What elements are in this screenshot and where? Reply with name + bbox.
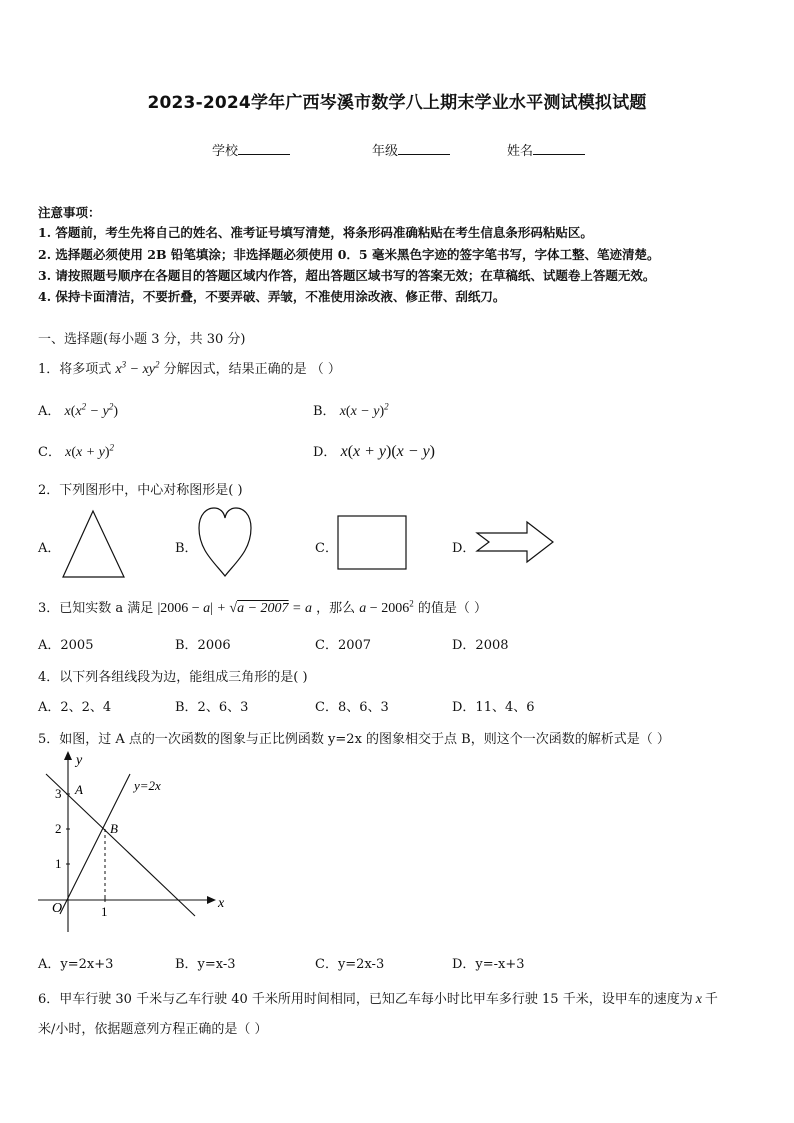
q3-option-a[interactable]: A．2005 (38, 638, 94, 653)
origin-label: O (52, 901, 63, 916)
q5-option-c[interactable]: C．y=2x-3 (315, 957, 385, 972)
option-label: B． (313, 404, 336, 419)
heart-figure (196, 506, 254, 580)
question-1-formula: $x^3 - xy^2$ (115, 359, 160, 377)
q3-option-b[interactable]: B．2006 (175, 638, 231, 653)
option-label: A． (38, 404, 61, 419)
question-6-variable: x (695, 992, 702, 1007)
question-3-prefix: 3．已知实数 a 满足 (38, 601, 154, 616)
q4-option-c[interactable]: C．8、6、3 (315, 700, 389, 715)
question-3-middle: ，那么 (316, 601, 356, 616)
triangle-figure (60, 508, 128, 580)
question-4: 4．以下列各组线段为边，能组成三角形的是( ) (38, 670, 308, 685)
option-formula: $x(x + y)^2$ (65, 442, 115, 460)
name-label: 姓名 (507, 144, 534, 159)
question-2: 2．下列图形中，中心对称图形是( ) (38, 483, 243, 498)
question-3-condition: |2006 − a| + √a − 2007 = a (157, 601, 312, 616)
notice-item: 2. 选择题必须使用 2B 铅笔填涂；非选择题必须使用 0．5 毫米黑色字迹的签字笔书写，字体工整、笔迹清楚。 (38, 247, 660, 262)
q1-option-a[interactable] (38, 400, 118, 420)
question-1-suffix: 分解因式，结果正确的是 （ ） (163, 362, 341, 377)
question-6-text-end: 千 (704, 992, 718, 1007)
option-label: D． (313, 445, 337, 460)
school-label: 学校 (212, 144, 239, 159)
q5-option-a[interactable]: A．y=2x+3 (38, 957, 114, 972)
q2-option-b[interactable]: B． (175, 541, 198, 556)
question-1-prefix: 1．将多项式 (38, 362, 112, 377)
q2-option-d[interactable]: D． (452, 541, 476, 556)
question-5: 5．如图，过 A 点的一次函数的图象与正比例函数 y=2x 的图象相交于点 B，则这个一次函数的解析式是（ ） (38, 732, 670, 747)
x-axis-arrow (207, 896, 216, 904)
question-1 (38, 358, 341, 378)
y-tick-label: 3 (55, 786, 62, 801)
name-blank[interactable] (533, 142, 585, 155)
option-formula: $x(x^2 - y^2)$ (64, 401, 118, 419)
arrow-figure (475, 519, 557, 567)
point-b-label: B (110, 821, 118, 836)
q2-option-a[interactable]: A． (38, 541, 61, 556)
q5-option-d[interactable]: D．y=-x+3 (452, 957, 525, 972)
question-3-suffix: 的值是（ ） (417, 601, 487, 616)
q4-option-a[interactable]: A．2、2、4 (38, 700, 112, 715)
function-graph (30, 748, 240, 943)
grade-blank[interactable] (398, 142, 450, 155)
option-formula: $x(x - y)^2$ (339, 401, 389, 419)
q1-option-c[interactable] (38, 441, 114, 461)
question-3 (38, 597, 487, 617)
name-field[interactable] (507, 140, 585, 159)
school-field[interactable] (212, 140, 290, 159)
q4-option-b[interactable]: B．2、6、3 (175, 700, 249, 715)
grade-label: 年级 (372, 144, 399, 159)
q1-option-b[interactable] (313, 400, 389, 420)
x-tick-label: 1 (101, 904, 108, 919)
question-6-line-1 (38, 988, 718, 1008)
y-tick-label: 1 (55, 856, 62, 871)
q3-option-c[interactable]: C．2007 (315, 638, 372, 653)
question-6-text: 6．甲车行驶 30 千米与乙车行驶 40 千米所用时间相同，已知乙车每小时比甲车多行驶 15 千米，设甲车的速度为 (38, 992, 693, 1007)
option-label: C． (38, 445, 61, 460)
q4-option-d[interactable]: D．11、4、6 (452, 700, 535, 715)
question-6-line-2: 米/小时，依据题意列方程正确的是（ ） (38, 1022, 268, 1037)
q1-option-d[interactable] (313, 441, 435, 461)
page-title: 2023-2024学年广西岑溪市数学八上期末学业水平测试模拟试题 (147, 93, 647, 113)
notice-item: 3. 请按照题号顺序在各题目的答题区域内作答，超出答题区域书写的答案无效；在草稿纸、试题卷上答题无效。 (38, 268, 656, 283)
notice-item: 1. 答题前，考生先将自己的姓名、准考证号填写清楚，将条形码准确粘贴在考生信息条形码粘贴区。 (38, 225, 593, 240)
y-tick-label: 2 (55, 821, 62, 836)
x-axis-label: x (218, 896, 225, 911)
notice-item: 4. 保持卡面清洁，不要折叠，不要弄破、弄皱，不准使用涂改液、修正带、刮纸刀。 (38, 289, 506, 304)
question-3-expr: $a - 2006^2$ (359, 598, 414, 616)
y-axis-label: y (76, 753, 83, 768)
rectangle-figure (336, 514, 410, 572)
line-label: y=2x (134, 778, 161, 793)
q3-option-d[interactable]: D．2008 (452, 638, 509, 653)
school-blank[interactable] (238, 142, 290, 155)
q5-option-b[interactable]: B．y=x-3 (175, 957, 236, 972)
option-formula: x(x + y)(x − y) (340, 443, 435, 460)
section-heading: 一、选择题(每小题 3 分，共 30 分) (38, 332, 246, 347)
q2-option-c[interactable]: C． (315, 541, 338, 556)
y-axis-arrow (64, 751, 72, 760)
point-a-label: A (75, 782, 83, 797)
notice-heading: 注意事项： (38, 205, 101, 220)
grade-field[interactable] (372, 140, 450, 159)
